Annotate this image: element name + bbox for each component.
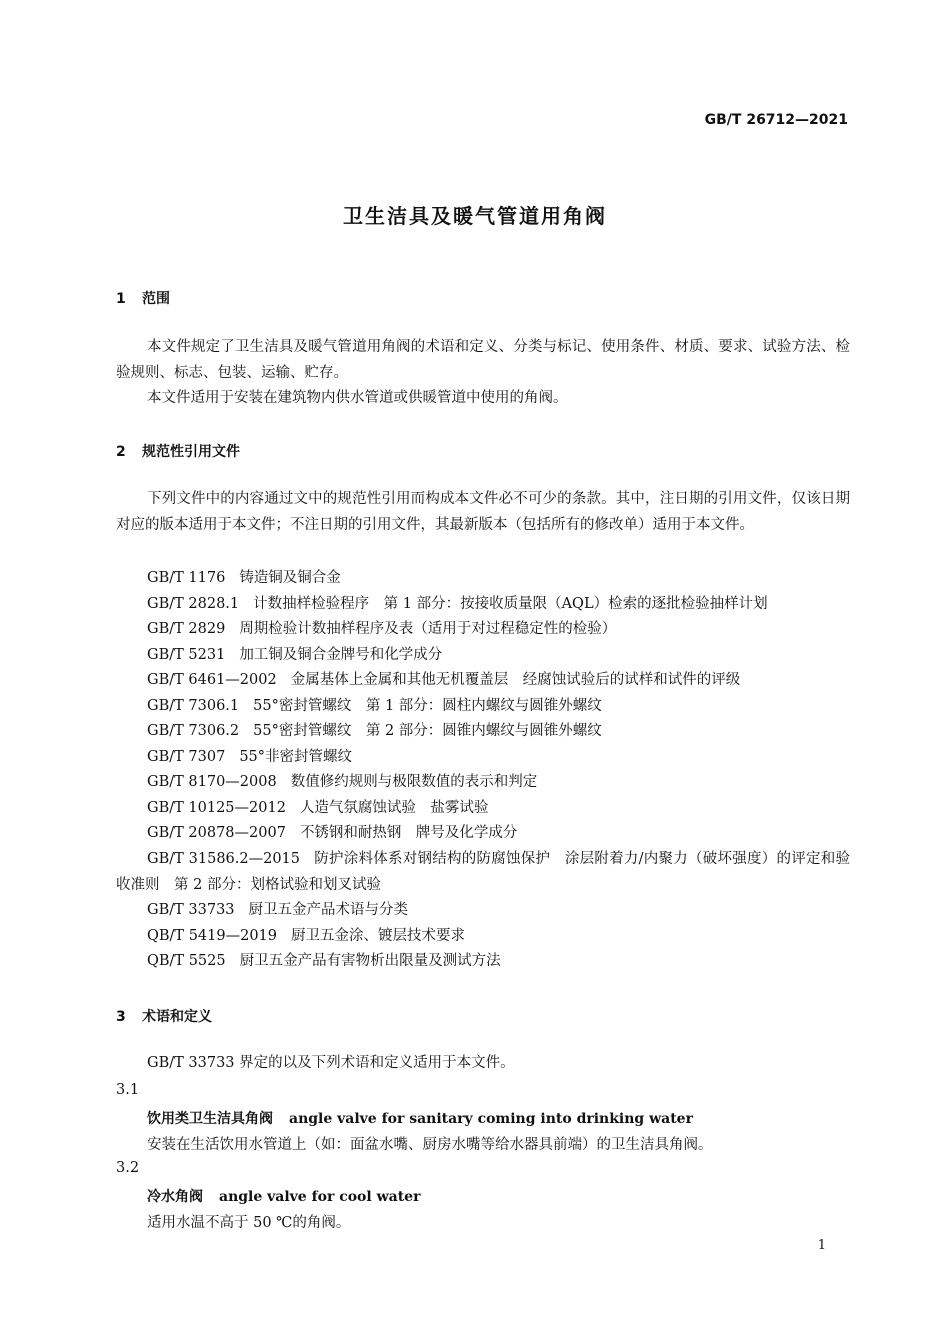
section-number: 1 (116, 291, 126, 307)
reference-title: 铸造铜及铜合金 (239, 570, 341, 586)
reference-title: 金属基体上金属和其他无机覆盖层 经腐蚀试验后的试样和试件的评级 (290, 672, 741, 688)
reference-item (147, 592, 768, 618)
reference-item (147, 770, 537, 796)
reference-title: 防护涂料体系对钢结构的防腐蚀保护 涂层附着力/内聚力（破坏强度）的评定和验收准则 第 2 部分：划格试验和划叉试验 (116, 851, 850, 893)
section-title: 规范性引用文件 (142, 444, 240, 460)
reference-title: 厨卫五金产品有害物析出限量及测试方法 (239, 953, 501, 969)
reference-item (147, 668, 740, 694)
reference-item (147, 719, 602, 745)
reference-title: 55°密封管螺纹 第 2 部分：圆锥内螺纹与圆锥外螺纹 (253, 723, 602, 739)
term-zh: 饮用类卫生洁具角阀 (147, 1111, 273, 1127)
reference-item (147, 566, 341, 592)
reference-code: GB/T 31586.2—2015 (147, 851, 301, 867)
section-title: 范围 (142, 291, 170, 307)
reference-item (116, 847, 850, 898)
reference-item (147, 643, 442, 669)
reference-code: GB/T 6461—2002 (147, 672, 277, 688)
reference-title: 加工铜及铜合金牌号和化学成分 (239, 647, 443, 663)
section-1-heading (116, 288, 170, 308)
term-definition: 适用水温不高于 50 ℃的角阀。 (147, 1215, 351, 1231)
reference-code: QB/T 5525 (147, 953, 226, 969)
reference-code: GB/T 5231 (147, 647, 226, 663)
page-number: 1 (817, 1238, 826, 1253)
reference-item (147, 694, 602, 720)
reference-title: 数值修约规则与极限数值的表示和判定 (290, 774, 538, 790)
reference-title: 计数抽样检验程序 第 1 部分：按接收质量限（AQL）检索的逐批检验抽样计划 (253, 596, 768, 612)
reference-item (147, 949, 501, 975)
paragraph: 本文件适用于安装在建筑物内供水管道或供暖管道中使用的角阀。 (147, 390, 568, 406)
reference-code: GB/T 20878—2007 (147, 825, 286, 841)
reference-title: 厨卫五金产品术语与分类 (248, 902, 409, 918)
reference-item (147, 617, 616, 643)
document-title: 卫生洁具及暖气管道用角阀 (343, 204, 607, 228)
reference-code: GB/T 7307 (147, 749, 226, 765)
section-3-heading (116, 1006, 212, 1026)
paragraph: GB/T 33733 界定的以及下列术语和定义适用于本文件。 (147, 1055, 515, 1071)
paragraph: 本文件规定了卫生洁具及暖气管道用角阀的术语和定义、分类与标记、使用条件、材质、要求、试验方法、检验规则、标志、包装、运输、贮存。 (116, 339, 850, 381)
reference-code: GB/T 2829 (147, 621, 226, 637)
reference-title: 55°非密封管螺纹 (239, 749, 353, 765)
reference-title: 55°密封管螺纹 第 1 部分：圆柱内螺纹与圆锥外螺纹 (253, 698, 602, 714)
reference-code: GB/T 7306.1 (147, 698, 240, 714)
term-definition: 安装在生活饮用水管道上（如：面盆水嘴、厨房水嘴等给水器具前端）的卫生洁具角阀。 (147, 1137, 713, 1153)
reference-title: 周期检验计数抽样程序及表（适用于对过程稳定性的检验） (239, 621, 617, 637)
reference-item (147, 821, 517, 847)
reference-title: 不锈钢和耐热钢 牌号及化学成分 (299, 825, 518, 841)
term-entry (147, 1108, 693, 1128)
reference-code: GB/T 7306.2 (147, 723, 240, 739)
term-zh: 冷水角阀 (147, 1189, 203, 1205)
reference-code: GB/T 33733 (147, 902, 235, 918)
section-number: 3 (116, 1009, 126, 1025)
reference-code: GB/T 2828.1 (147, 596, 240, 612)
term-en: angle valve for sanitary coming into drinking water (289, 1111, 693, 1127)
section-number: 2 (116, 444, 126, 460)
reference-item (147, 796, 488, 822)
reference-item (147, 924, 465, 950)
reference-code: QB/T 5419—2019 (147, 928, 278, 944)
standard-number: GB/T 26712—2021 (704, 112, 848, 128)
reference-code: GB/T 10125—2012 (147, 800, 286, 816)
reference-title: 厨卫五金涂、镀层技术要求 (291, 928, 466, 944)
section-title: 术语和定义 (142, 1009, 212, 1025)
reference-code: GB/T 1176 (147, 570, 226, 586)
reference-item (147, 745, 352, 771)
reference-code: GB/T 8170—2008 (147, 774, 277, 790)
clause-number: 3.2 (116, 1160, 140, 1176)
paragraph: 下列文件中的内容通过文中的规范性引用而构成本文件必不可少的条款。其中，注日期的引用文件，仅该日期对应的版本适用于本文件；不注日期的引用文件，其最新版本（包括所有的修改单）适用于本文件。 (116, 491, 850, 533)
clause-number: 3.1 (116, 1082, 140, 1098)
term-en: angle valve for cool water (219, 1189, 421, 1205)
reference-title: 人造气氛腐蚀试验 盐雾试验 (299, 800, 489, 816)
term-entry (147, 1186, 420, 1206)
section-2-heading (116, 441, 240, 461)
reference-item (147, 898, 408, 924)
